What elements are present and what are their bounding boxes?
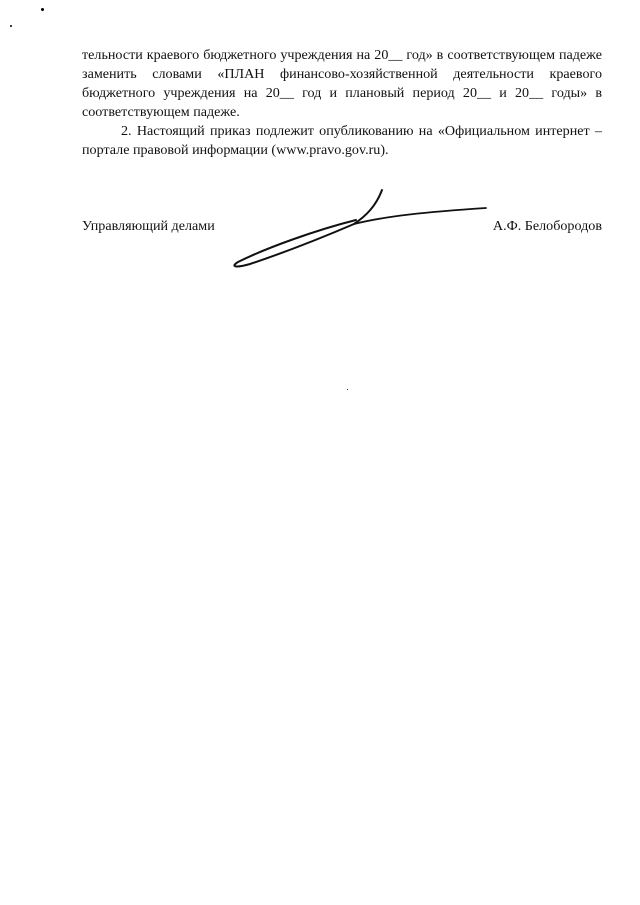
handwritten-signature-icon [226, 186, 496, 272]
signatory-name: А.Ф. Белобородов [492, 218, 602, 234]
paragraph-publication-clause: 2. Настоящий приказ подлежит опубликованию на «Официальном интернет – портале правовой информации (www.pravo.gov.ru). [82, 123, 602, 158]
document-body [82, 46, 602, 160]
signatory-position: Управляющий делами [82, 218, 215, 234]
paragraph-continuation: тельности краевого бюджетного учреждения на 20__ год» в соответствующем падеже заменить словами «ПЛАН финансово-хозяйственной деятельности краевого бюджетного учреждения на 20__ год и плановый период 20__ и 20__ годы» в соответствующем падеже. [82, 47, 602, 120]
scan-speck [41, 8, 44, 11]
scan-speck [347, 389, 348, 390]
scan-speck [10, 25, 12, 27]
